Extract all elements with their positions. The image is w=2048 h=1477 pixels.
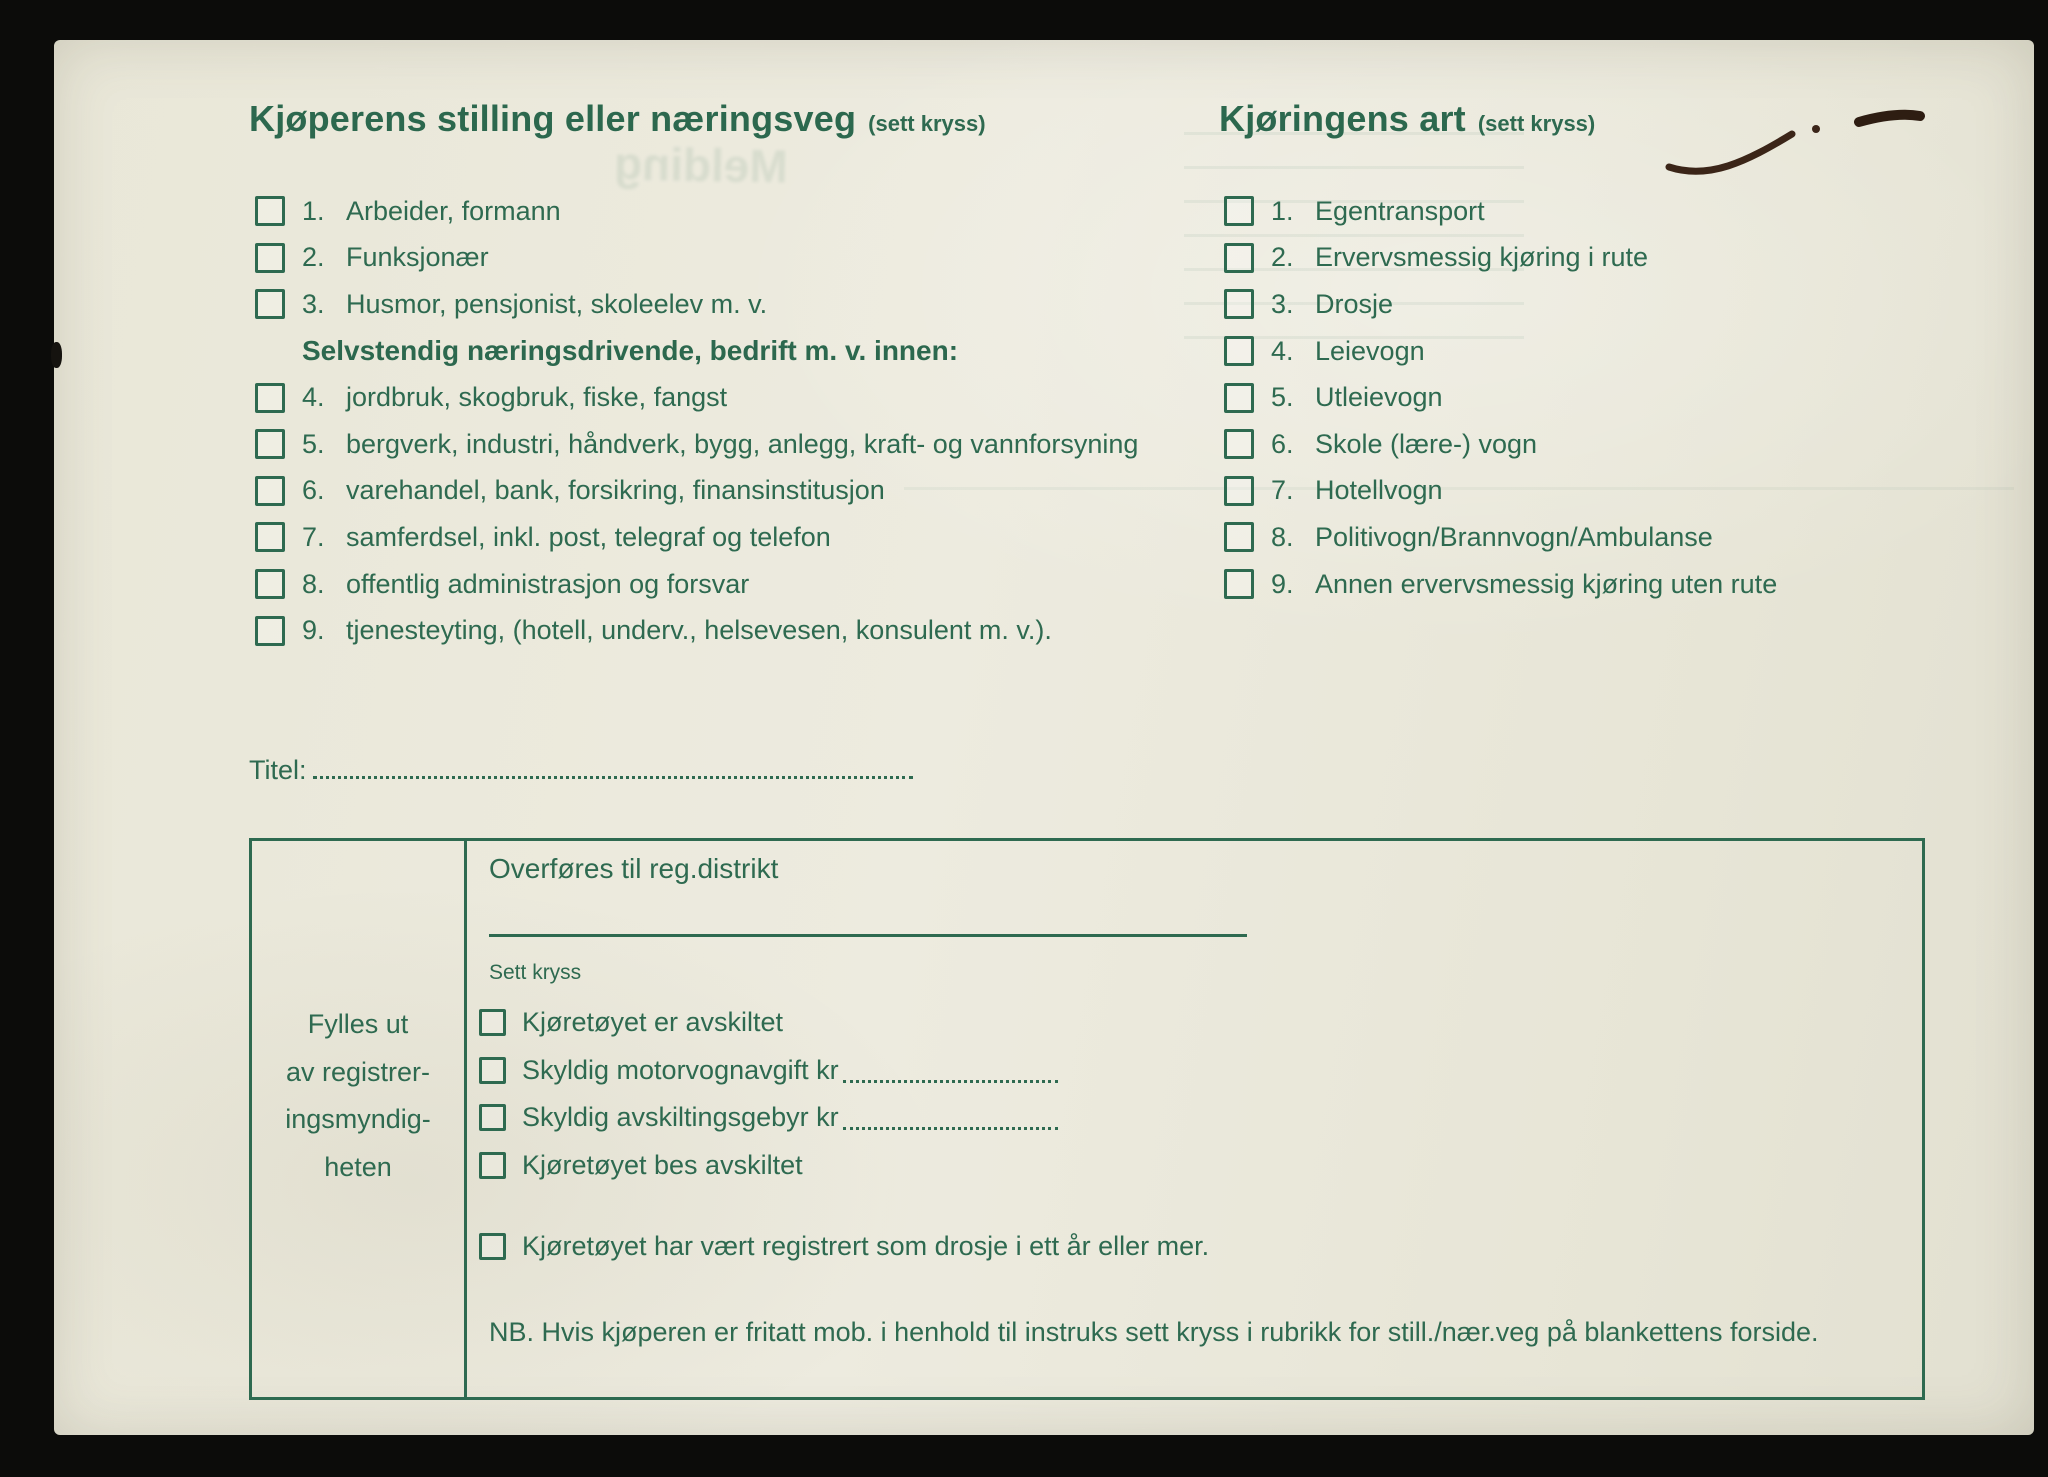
registration-check-rows [479, 999, 1209, 1271]
occupation-section-header [249, 98, 986, 140]
driving-checkbox-9[interactable] [1224, 569, 1254, 599]
sett-kryss-label: Sett kryss [489, 961, 582, 984]
driving-row-1 [1224, 188, 1777, 235]
nb-note: NB. Hvis kjøperen er fritatt mob. i henhold til instruks sett kryss i rubrikk for still./nær.veg på blankettens forside. [489, 1317, 1819, 1347]
occupation-title: Kjøperens stilling eller næringsveg [249, 98, 857, 139]
checkbox-drosje-ett-aar[interactable] [479, 1233, 506, 1260]
side-label-line-3: ingsmyndig- [285, 1104, 431, 1134]
occupation-checkbox-6[interactable] [255, 476, 285, 506]
gebyr-amount-field[interactable] [843, 1105, 1058, 1130]
driving-row-8 [1224, 514, 1777, 561]
driving-label-5: Utleievogn [1315, 382, 1443, 413]
reg-check-row-3 [479, 1094, 1209, 1142]
driving-number-6: 6. [1271, 428, 1294, 459]
driving-label-1: Egentransport [1315, 195, 1485, 226]
driving-label-3: Drosje [1315, 288, 1394, 319]
driving-number-2: 2. [1271, 242, 1294, 273]
driving-type-section-header [1219, 98, 1595, 140]
driving-row-4 [1224, 328, 1777, 375]
driving-checkbox-7[interactable] [1224, 476, 1254, 506]
driving-type-hint: (sett kryss) [1477, 111, 1596, 136]
transfer-district-label: Overføres til reg.distrikt [489, 853, 779, 884]
titel-label: Titel: [249, 755, 307, 785]
driving-row-2 [1224, 235, 1777, 282]
occupation-checkbox-4[interactable] [255, 383, 285, 413]
driving-number-8: 8. [1271, 521, 1294, 552]
reg-check-label-3: Skyldig avskiltingsgebyr kr [522, 1102, 839, 1133]
occupation-rows [255, 188, 1138, 654]
box-side-label [252, 1001, 464, 1191]
reg-check-row-4 [479, 1142, 1209, 1190]
registration-authority-box [249, 838, 1925, 1400]
form-page [54, 40, 2034, 1435]
occupation-number-5: 5. [302, 428, 325, 459]
driving-label-8: Politivogn/Brannvogn/Ambulanse [1315, 521, 1713, 552]
occupation-hint: (sett kryss) [868, 111, 986, 136]
occupation-row-2 [255, 235, 1138, 282]
occupation-row-7 [255, 514, 1138, 561]
occupation-label-7: samferdsel, inkl. post, telegraf og telefon [346, 521, 831, 552]
driving-number-3: 3. [1271, 288, 1294, 319]
driving-row-7 [1224, 468, 1777, 515]
side-label-line-2: av registrer- [285, 1056, 431, 1087]
titel-row [249, 754, 913, 786]
driving-number-5: 5. [1271, 382, 1294, 413]
occupation-number-3: 3. [302, 288, 325, 319]
driving-type-title: Kjøringens art [1219, 98, 1466, 139]
check-rows-spacer [479, 1189, 1209, 1223]
occupation-number-9: 9. [302, 615, 325, 646]
occupation-number-1: 1. [302, 195, 325, 226]
checkbox-skyldig-gebyr[interactable] [479, 1104, 506, 1131]
driving-checkbox-5[interactable] [1224, 383, 1254, 413]
occupation-number-2: 2. [302, 242, 325, 273]
driving-label-2: Ervervsmessig kjøring i rute [1315, 242, 1649, 273]
driving-label-7: Hotellvogn [1315, 475, 1443, 506]
occupation-label-3: Husmor, pensjonist, skoleelev m. v. [346, 288, 768, 319]
driving-label-6: Skole (lære-) vogn [1315, 428, 1538, 459]
driving-checkbox-3[interactable] [1224, 289, 1254, 319]
driving-label-4: Leievogn [1315, 335, 1425, 366]
occupation-checkbox-8[interactable] [255, 569, 285, 599]
paper-edge-mark [51, 342, 62, 368]
occupation-checkbox-5[interactable] [255, 429, 285, 459]
occupation-row-8 [255, 561, 1138, 608]
reg-check-label-5: Kjøretøyet har vært registrert som drosje i ett år eller mer. [522, 1231, 1210, 1262]
avgift-amount-field[interactable] [843, 1058, 1058, 1083]
driving-type-rows [1224, 188, 1777, 607]
driving-number-9: 9. [1271, 568, 1294, 599]
driving-number-4: 4. [1271, 335, 1294, 366]
occupation-number-8: 8. [302, 568, 325, 599]
titel-field[interactable] [313, 754, 913, 779]
occupation-checkbox-1[interactable] [255, 196, 285, 226]
occupation-label-4: jordbruk, skogbruk, fiske, fangst [346, 382, 728, 413]
checkbox-skyldig-avgift[interactable] [479, 1057, 506, 1084]
driving-checkbox-2[interactable] [1224, 243, 1254, 273]
occupation-label-5: bergverk, industri, håndverk, bygg, anlegg, kraft- og vannforsyning [346, 428, 1139, 459]
occupation-row-4 [255, 374, 1138, 421]
driving-checkbox-1[interactable] [1224, 196, 1254, 226]
side-label-line-4: heten [324, 1151, 392, 1182]
occupation-row-6 [255, 468, 1138, 515]
show-through-text: Melding [613, 137, 789, 193]
driving-row-6 [1224, 421, 1777, 468]
reg-check-label-2: Skyldig motorvognavgift kr [522, 1054, 839, 1085]
driving-number-7: 7. [1271, 475, 1294, 506]
reg-check-label-1: Kjøretøyet er avskiltet [522, 1007, 784, 1038]
occupation-checkbox-3[interactable] [255, 289, 285, 319]
driving-row-9 [1224, 561, 1777, 608]
occupation-subheading: Selvstendig næringsdrivende, bedrift m. v. innen: [302, 335, 959, 367]
occupation-label-8: offentlig administrasjon og forsvar [346, 568, 750, 599]
driving-checkbox-6[interactable] [1224, 429, 1254, 459]
side-label-line-1: Fylles ut [307, 1009, 409, 1039]
occupation-label-1: Arbeider, formann [346, 195, 561, 226]
transfer-district-field[interactable] [489, 934, 1247, 937]
reg-check-row-5 [479, 1223, 1209, 1271]
occupation-number-6: 6. [302, 475, 325, 506]
occupation-row-1 [255, 188, 1138, 235]
driving-checkbox-4[interactable] [1224, 336, 1254, 366]
occupation-checkbox-7[interactable] [255, 522, 285, 552]
driving-number-1: 1. [1271, 195, 1294, 226]
reg-check-row-2 [479, 1047, 1209, 1095]
driving-row-3 [1224, 281, 1777, 328]
occupation-label-9: tjenesteyting, (hotell, underv., helsevesen, konsulent m. v.). [346, 615, 1052, 646]
occupation-row-5 [255, 421, 1138, 468]
driving-row-5 [1224, 374, 1777, 421]
occupation-row-3 [255, 281, 1138, 328]
occupation-checkbox-2[interactable] [255, 243, 285, 273]
box-divider [464, 841, 467, 1397]
driving-checkbox-8[interactable] [1224, 522, 1254, 552]
reg-check-row-1 [479, 999, 1209, 1047]
occupation-checkbox-9[interactable] [255, 616, 285, 646]
checkbox-bes-avskiltet[interactable] [479, 1152, 506, 1179]
checkbox-avskiltet[interactable] [479, 1009, 506, 1036]
occupation-row-9 [255, 607, 1138, 654]
reg-check-label-4: Kjøretøyet bes avskiltet [522, 1149, 803, 1180]
occupation-label-6: varehandel, bank, forsikring, finansinstitusjon [346, 475, 885, 506]
occupation-number-7: 7. [302, 521, 325, 552]
driving-label-9: Annen ervervsmessig kjøring uten rute [1315, 568, 1778, 599]
occupation-number-4: 4. [302, 382, 325, 413]
occupation-label-2: Funksjonær [346, 242, 489, 273]
